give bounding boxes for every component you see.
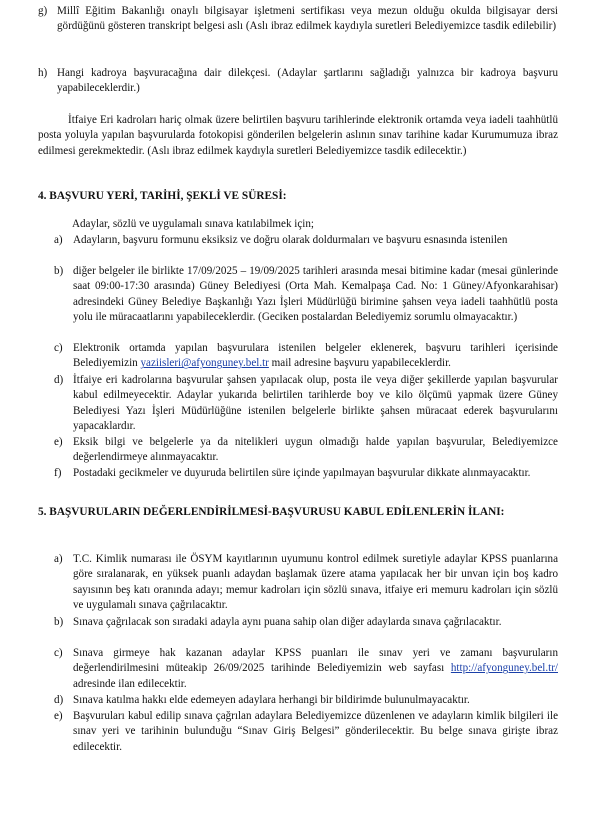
website-link[interactable]: http://afyonguney.bel.tr/	[450, 662, 558, 675]
list-marker: d)	[54, 694, 64, 706]
list-item-g	[38, 4, 558, 35]
list-marker: g)	[38, 5, 48, 17]
list-marker: a)	[54, 234, 63, 246]
s4-item-f	[54, 466, 558, 481]
list-marker: e)	[54, 710, 63, 722]
list-item-text: Başvuruları kabul edilip sınava çağrılan adaylara Belediyemizce düzenlenen ve adayların kimlik bilgileri ile sınav yeri ve tarihinin bulunduğu “Sınav Giriş Belgesi” gönderilecektir. Bu belge sınava girişte ibraz edilecektir.	[73, 710, 558, 753]
list-item-text: Sınava çağrılacak son sıradaki adayla aynı puana sahip olan diğer adaylarda sınava çağrılacaktır.	[73, 616, 502, 628]
list-item-text: Sınava katılma hakkı elde edemeyen adaylara herhangi bir bildirimde bulunulmayacaktır.	[73, 694, 470, 706]
list-item-text: Eksik bilgi ve belgelerle ya da nitelikleri uygun olmadığı halde yapılan başvurular, Belediyemizce değerlendirmeye alınmayacaktır.	[73, 436, 558, 464]
list-marker: c)	[54, 647, 63, 659]
list-marker: f)	[54, 467, 62, 479]
list-marker: b)	[54, 265, 64, 277]
list-item-text: T.C. Kimlik numarası ile ÖSYM kayıtlarının uyumunu kontrol edilmek suretiyle adaylar KPSS puanlarına göre sıralanarak, en yüksek puanlı adaydan başlamak üzere atama yapılacak her bir unvan için boş kadro sayısının beş katı oranında adayı; memur kadroları için sözlü sınava, itfaiye eri memuru kadroları için sözlü ve uygulamalı sınava çağrılacaktır.	[73, 553, 558, 612]
item-text-before: Elektronik ortamda yapılan başvurulara istenilen belgeler eklenerek, başvuru tarihleri içerisinde Belediyemizin	[73, 342, 558, 370]
list-item-text: Hangi kadroya başvuracağına dair dilekçesi. (Adaylar şartlarını sağladığı yalnızca bir kadroya başvuru yapabileceklerdir.)	[57, 67, 558, 95]
item-text-after: adresinde ilan edilecektir.	[73, 677, 187, 690]
s5-item-e	[54, 709, 558, 755]
item-text-before: Sınava girmeye hak kazanan adaylar KPSS puanları ile sınav yeri ve zamanı başvuruların değerlendirilmesini müteakip 26/09/2025 tarihinde Belediyemizin web sayfası	[73, 647, 558, 675]
section-4-heading: 4. BAŞVURU YERİ, TARİHİ, ŞEKLİ VE SÜRESİ:	[38, 190, 287, 202]
s4-item-a	[54, 233, 558, 248]
list-item-text	[73, 646, 558, 692]
email-link[interactable]: yaziisleri@afyonguney.bel.tr	[140, 357, 269, 370]
list-marker: e)	[54, 436, 63, 448]
list-item-text: Postadaki gecikmeler ve duyuruda belirtilen süre içinde yapılmayan başvurular dikkate alınmayacaktır.	[73, 467, 531, 479]
intro-paragraph: İtfaiye Eri kadroları hariç olmak üzere belirtilen başvuru tarihlerinde elektronik ortamda veya iadeli taahhütlü posta yoluyla yapılan başvurularda fotokopisi gönderilen belgelerin aslının sınav tarihine kadar Kurumumuza ibraz edilmesi gerekmektedir. (Aslı ibraz edilmek kaydıyla suretleri Belediyemizce tasdik edilecektir.)	[38, 114, 558, 157]
list-item-text: Adayların, başvuru formunu eksiksiz ve doğru olarak doldurmaları ve başvuru esnasında istenilen	[73, 234, 508, 246]
list-item-text: diğer belgeler ile birlikte 17/09/2025 – 19/09/2025 tarihleri arasında mesai bitimine kadar (mesai günlerinde saat 09:00-17:30 arasında) Güney Belediyesi (Orta Mah. Kemalpaşa Cad. No: 1 Güney/Afyonkarahisar) adresindeki Güney Belediye Başkanlığı Yazı İşleri Müdürlüğü birimine şahsen veya iadeli taahhütlü posta yolu ile müracaatlarını yapabileceklerdir. (Geciken postalardan Belediyemiz sorumlu olmayacaktır.)	[73, 265, 558, 324]
list-item-text: İtfaiye eri kadrolarına başvurular şahsen yapılacak olup, posta ile veya diğer şekillerde yapılan başvurular kabul edilmeyecektir. Adaylar yukarıda belirtilen tarihlerde boy ve kilo ölçümü yapmak üzere Güney Belediyesi Yazı İşleri Müdürlüğüne istenilen belgelerle birlikte şahsen müracaat ederek başvurularını yapacaklardır.	[73, 374, 558, 433]
list-item-h	[38, 66, 558, 97]
s4-item-c	[54, 341, 558, 372]
list-item-text: Millî Eğitim Bakanlığı onaylı bilgisayar işletmeni sertifikası veya mezun olduğu okulda bilgisayar dersi gördüğünü gösteren transkript belgesi aslı (Aslı ibraz edilmek kaydıyla suretleri Belediyemizce tasdik edilebilir)	[57, 5, 558, 33]
list-marker: b)	[54, 616, 64, 628]
list-marker: a)	[54, 553, 63, 565]
list-marker: h)	[38, 67, 48, 79]
list-item-text	[73, 341, 558, 372]
s4-item-e	[54, 435, 558, 466]
s5-item-c	[54, 646, 558, 692]
s4-item-d	[54, 373, 558, 435]
list-marker: d)	[54, 374, 64, 386]
list-marker: c)	[54, 342, 63, 354]
section-4-lead: Adaylar, sözlü ve uygulamalı sınava katılabilmek için;	[72, 218, 315, 230]
section-5-heading: 5. BAŞVURULARIN DEĞERLENDİRİLMESİ-BAŞVURUSU KABUL EDİLENLERİN İLANI:	[38, 506, 505, 518]
s5-item-b	[54, 615, 558, 630]
s4-item-b	[54, 264, 558, 326]
s5-item-d	[54, 693, 558, 708]
item-text-after: mail adresine başvuru yapabileceklerdir.	[268, 357, 451, 370]
s5-item-a	[54, 552, 558, 614]
